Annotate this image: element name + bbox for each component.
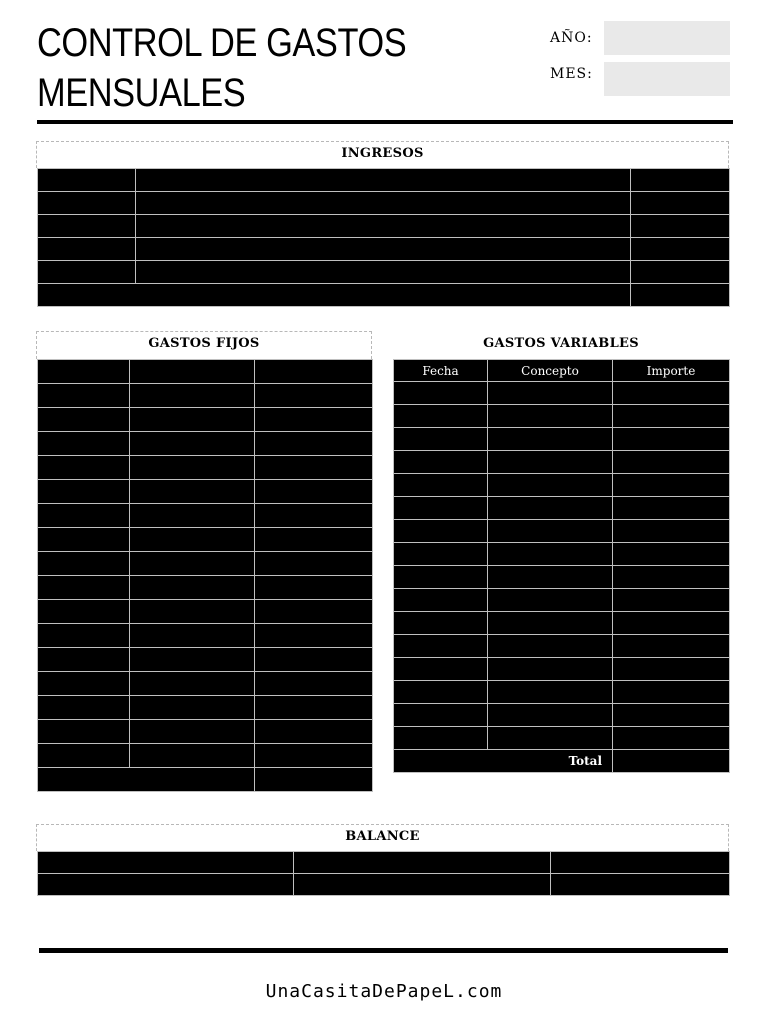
table-row bbox=[38, 720, 373, 744]
gasto-fijo-concept-cell[interactable] bbox=[130, 672, 255, 696]
gasto-variable-importe-cell[interactable] bbox=[613, 428, 730, 451]
balance-table bbox=[37, 851, 730, 896]
year-field[interactable] bbox=[604, 21, 730, 55]
balance-ingresos-cell[interactable] bbox=[38, 874, 294, 896]
gasto-fijo-concept-cell[interactable] bbox=[130, 600, 255, 624]
gasto-variable-fecha-cell[interactable] bbox=[394, 589, 488, 612]
gastos-fijos-header bbox=[36, 331, 372, 359]
gasto-variable-concepto-cell[interactable] bbox=[488, 497, 613, 520]
gasto-fijo-concept-cell[interactable] bbox=[130, 480, 255, 504]
gasto-fijo-amount-cell[interactable] bbox=[255, 720, 373, 744]
table-row bbox=[38, 360, 373, 384]
gasto-fijo-date-cell[interactable] bbox=[38, 480, 130, 504]
gasto-fijo-concept-cell[interactable] bbox=[130, 408, 255, 432]
month-field[interactable] bbox=[604, 62, 730, 96]
gasto-fijo-amount-cell[interactable] bbox=[255, 672, 373, 696]
gasto-variable-concepto-cell[interactable] bbox=[488, 520, 613, 543]
ingreso-concept-cell[interactable] bbox=[136, 238, 631, 261]
gasto-fijo-date-cell[interactable] bbox=[38, 696, 130, 720]
gastos-fijos-total-value-cell[interactable] bbox=[255, 768, 373, 792]
table-row bbox=[38, 504, 373, 528]
gasto-fijo-date-cell[interactable] bbox=[38, 744, 130, 768]
gasto-fijo-amount-cell[interactable] bbox=[255, 576, 373, 600]
gasto-variable-concepto-cell[interactable] bbox=[488, 681, 613, 704]
column-header-fecha: Fecha bbox=[394, 360, 488, 382]
balance-header bbox=[36, 824, 729, 851]
gasto-variable-concepto-cell[interactable] bbox=[488, 612, 613, 635]
gastos-variables-table bbox=[393, 359, 730, 773]
gasto-fijo-amount-cell[interactable] bbox=[255, 624, 373, 648]
ingreso-concept-cell[interactable] bbox=[136, 261, 631, 284]
table-row bbox=[38, 480, 373, 504]
gasto-fijo-amount-cell[interactable] bbox=[255, 648, 373, 672]
gasto-variable-importe-cell[interactable] bbox=[613, 520, 730, 543]
gasto-fijo-amount-cell[interactable] bbox=[255, 432, 373, 456]
table-row bbox=[38, 169, 730, 192]
table-row bbox=[394, 474, 730, 497]
gasto-fijo-amount-cell[interactable] bbox=[255, 408, 373, 432]
gasto-variable-fecha-cell[interactable] bbox=[394, 612, 488, 635]
gastos-fijos-table bbox=[37, 359, 373, 792]
gasto-variable-concepto-cell[interactable] bbox=[488, 589, 613, 612]
gastos-fijos-total-label-cell[interactable] bbox=[38, 768, 255, 792]
gastos-variables-total-value-cell[interactable] bbox=[613, 750, 730, 773]
gasto-fijo-date-cell[interactable] bbox=[38, 648, 130, 672]
gasto-variable-concepto-cell[interactable] bbox=[488, 428, 613, 451]
table-row bbox=[394, 589, 730, 612]
gasto-variable-importe-cell[interactable] bbox=[613, 704, 730, 727]
gasto-variable-importe-cell[interactable] bbox=[613, 635, 730, 658]
column-header-concepto: Concepto bbox=[488, 360, 613, 382]
gastos-fijos-total-row bbox=[38, 768, 373, 792]
gasto-fijo-concept-cell[interactable] bbox=[130, 576, 255, 600]
table-row bbox=[38, 456, 373, 480]
ingreso-concept-cell[interactable] bbox=[136, 192, 631, 215]
table-row bbox=[38, 238, 730, 261]
ingresos-title: INGRESOS bbox=[341, 146, 424, 161]
gasto-fijo-date-cell[interactable] bbox=[38, 600, 130, 624]
gasto-fijo-date-cell[interactable] bbox=[38, 384, 130, 408]
gasto-fijo-amount-cell[interactable] bbox=[255, 600, 373, 624]
table-row bbox=[38, 192, 730, 215]
page-title-line-2: MENSUALES bbox=[37, 71, 246, 115]
balance-result-cell[interactable] bbox=[551, 874, 730, 896]
ingreso-concept-cell[interactable] bbox=[136, 215, 631, 238]
gasto-variable-importe-cell[interactable] bbox=[613, 612, 730, 635]
ingreso-date-cell[interactable] bbox=[38, 261, 136, 284]
gasto-fijo-date-cell[interactable] bbox=[38, 672, 130, 696]
table-row bbox=[38, 432, 373, 456]
table-row bbox=[38, 261, 730, 284]
table-row bbox=[38, 624, 373, 648]
table-row bbox=[38, 648, 373, 672]
table-row bbox=[394, 451, 730, 474]
gasto-variable-fecha-cell[interactable] bbox=[394, 681, 488, 704]
gasto-variable-fecha-cell[interactable] bbox=[394, 451, 488, 474]
table-row bbox=[394, 681, 730, 704]
gasto-fijo-concept-cell[interactable] bbox=[130, 696, 255, 720]
gasto-variable-importe-cell[interactable] bbox=[613, 451, 730, 474]
ingresos-table bbox=[37, 168, 730, 307]
table-row bbox=[38, 672, 373, 696]
table-row bbox=[38, 528, 373, 552]
gasto-variable-fecha-cell[interactable] bbox=[394, 566, 488, 589]
gasto-variable-fecha-cell[interactable] bbox=[394, 520, 488, 543]
gasto-fijo-amount-cell[interactable] bbox=[255, 360, 373, 384]
gasto-variable-concepto-cell[interactable] bbox=[488, 658, 613, 681]
gasto-fijo-amount-cell[interactable] bbox=[255, 552, 373, 576]
ingresos-header bbox=[36, 141, 729, 168]
table-row bbox=[394, 428, 730, 451]
gasto-variable-concepto-cell[interactable] bbox=[488, 566, 613, 589]
balance-gastos-cell[interactable] bbox=[294, 852, 551, 874]
gasto-variable-fecha-cell[interactable] bbox=[394, 727, 488, 750]
gasto-fijo-concept-cell[interactable] bbox=[130, 456, 255, 480]
year-label: AÑO: bbox=[550, 30, 593, 46]
column-header-importe: Importe bbox=[613, 360, 730, 382]
table-row bbox=[394, 520, 730, 543]
gastos-variables-title: GASTOS VARIABLES bbox=[483, 336, 639, 351]
table-row bbox=[38, 552, 373, 576]
gasto-variable-fecha-cell[interactable] bbox=[394, 382, 488, 405]
gasto-variable-importe-cell[interactable] bbox=[613, 727, 730, 750]
gasto-fijo-concept-cell[interactable] bbox=[130, 648, 255, 672]
ingreso-amount-cell[interactable] bbox=[631, 169, 730, 192]
gasto-fijo-date-cell[interactable] bbox=[38, 456, 130, 480]
ingresos-total-row bbox=[38, 284, 730, 307]
gasto-fijo-date-cell[interactable] bbox=[38, 624, 130, 648]
gastos-variables-total-row bbox=[394, 750, 730, 773]
gasto-fijo-date-cell[interactable] bbox=[38, 720, 130, 744]
gasto-fijo-amount-cell[interactable] bbox=[255, 504, 373, 528]
gasto-fijo-amount-cell[interactable] bbox=[255, 528, 373, 552]
gasto-variable-importe-cell[interactable] bbox=[613, 474, 730, 497]
table-row bbox=[394, 704, 730, 727]
table-row bbox=[38, 408, 373, 432]
table-row bbox=[394, 658, 730, 681]
table-row bbox=[394, 612, 730, 635]
gasto-fijo-date-cell[interactable] bbox=[38, 552, 130, 576]
gasto-variable-importe-cell[interactable] bbox=[613, 497, 730, 520]
gastos-variables-header-row bbox=[394, 360, 730, 382]
table-row bbox=[394, 727, 730, 750]
table-row bbox=[394, 405, 730, 428]
table-row bbox=[38, 384, 373, 408]
gasto-variable-importe-cell[interactable] bbox=[613, 382, 730, 405]
gasto-variable-concepto-cell[interactable] bbox=[488, 405, 613, 428]
table-row bbox=[394, 497, 730, 520]
gasto-fijo-amount-cell[interactable] bbox=[255, 480, 373, 504]
ingreso-amount-cell[interactable] bbox=[631, 192, 730, 215]
ingreso-date-cell[interactable] bbox=[38, 238, 136, 261]
balance-gastos-cell[interactable] bbox=[294, 874, 551, 896]
gasto-variable-fecha-cell[interactable] bbox=[394, 405, 488, 428]
header-divider bbox=[37, 120, 733, 124]
footer-website: UnaCasitaDePapeL.com bbox=[265, 981, 503, 1002]
gasto-fijo-date-cell[interactable] bbox=[38, 432, 130, 456]
footer-divider bbox=[39, 948, 728, 953]
gasto-variable-fecha-cell[interactable] bbox=[394, 704, 488, 727]
gasto-fijo-date-cell[interactable] bbox=[38, 576, 130, 600]
gasto-fijo-concept-cell[interactable] bbox=[130, 360, 255, 384]
table-row bbox=[394, 635, 730, 658]
gasto-variable-fecha-cell[interactable] bbox=[394, 497, 488, 520]
ingreso-date-cell[interactable] bbox=[38, 192, 136, 215]
ingreso-date-cell[interactable] bbox=[38, 215, 136, 238]
table-row bbox=[38, 215, 730, 238]
gasto-variable-importe-cell[interactable] bbox=[613, 405, 730, 428]
gasto-fijo-concept-cell[interactable] bbox=[130, 744, 255, 768]
gasto-variable-concepto-cell[interactable] bbox=[488, 635, 613, 658]
ingresos-total-value-cell[interactable] bbox=[631, 284, 730, 307]
ingreso-amount-cell[interactable] bbox=[631, 215, 730, 238]
gasto-fijo-concept-cell[interactable] bbox=[130, 528, 255, 552]
table-row bbox=[38, 696, 373, 720]
gasto-fijo-date-cell[interactable] bbox=[38, 528, 130, 552]
gasto-fijo-concept-cell[interactable] bbox=[130, 504, 255, 528]
gasto-variable-fecha-cell[interactable] bbox=[394, 658, 488, 681]
table-row bbox=[38, 600, 373, 624]
gastos-fijos-title: GASTOS FIJOS bbox=[148, 336, 260, 351]
table-row bbox=[38, 874, 730, 896]
table-row bbox=[394, 382, 730, 405]
gasto-fijo-concept-cell[interactable] bbox=[130, 720, 255, 744]
gasto-variable-importe-cell[interactable] bbox=[613, 566, 730, 589]
gasto-variable-importe-cell[interactable] bbox=[613, 658, 730, 681]
gasto-variable-concepto-cell[interactable] bbox=[488, 543, 613, 566]
balance-ingresos-cell[interactable] bbox=[38, 852, 294, 874]
gasto-fijo-date-cell[interactable] bbox=[38, 360, 130, 384]
balance-result-cell[interactable] bbox=[551, 852, 730, 874]
total-label: Total bbox=[394, 750, 613, 773]
gasto-variable-concepto-cell[interactable] bbox=[488, 451, 613, 474]
page-title bbox=[37, 18, 406, 118]
table-row bbox=[394, 543, 730, 566]
gasto-fijo-date-cell[interactable] bbox=[38, 504, 130, 528]
gasto-fijo-date-cell[interactable] bbox=[38, 408, 130, 432]
gasto-variable-concepto-cell[interactable] bbox=[488, 727, 613, 750]
gasto-fijo-concept-cell[interactable] bbox=[130, 552, 255, 576]
gasto-fijo-amount-cell[interactable] bbox=[255, 744, 373, 768]
gasto-fijo-amount-cell[interactable] bbox=[255, 456, 373, 480]
ingreso-amount-cell[interactable] bbox=[631, 261, 730, 284]
ingreso-date-cell[interactable] bbox=[38, 169, 136, 192]
gasto-variable-fecha-cell[interactable] bbox=[394, 543, 488, 566]
table-row bbox=[38, 852, 730, 874]
gasto-fijo-amount-cell[interactable] bbox=[255, 696, 373, 720]
ingreso-concept-cell[interactable] bbox=[136, 169, 631, 192]
table-row bbox=[394, 566, 730, 589]
month-label: MES: bbox=[550, 66, 593, 82]
gasto-variable-importe-cell[interactable] bbox=[613, 589, 730, 612]
gasto-variable-fecha-cell[interactable] bbox=[394, 474, 488, 497]
gasto-fijo-concept-cell[interactable] bbox=[130, 432, 255, 456]
gasto-variable-importe-cell[interactable] bbox=[613, 681, 730, 704]
table-row bbox=[38, 744, 373, 768]
gasto-fijo-concept-cell[interactable] bbox=[130, 624, 255, 648]
gasto-variable-importe-cell[interactable] bbox=[613, 543, 730, 566]
balance-title: BALANCE bbox=[345, 829, 420, 844]
gasto-variable-concepto-cell[interactable] bbox=[488, 704, 613, 727]
gasto-variable-concepto-cell[interactable] bbox=[488, 382, 613, 405]
page-title-line-1: CONTROL DE GASTOS bbox=[37, 21, 407, 65]
gasto-fijo-concept-cell[interactable] bbox=[130, 384, 255, 408]
gasto-variable-concepto-cell[interactable] bbox=[488, 474, 613, 497]
gasto-fijo-amount-cell[interactable] bbox=[255, 384, 373, 408]
table-row bbox=[38, 576, 373, 600]
gasto-variable-fecha-cell[interactable] bbox=[394, 428, 488, 451]
ingreso-amount-cell[interactable] bbox=[631, 238, 730, 261]
ingresos-total-label-cell[interactable] bbox=[38, 284, 631, 307]
gasto-variable-fecha-cell[interactable] bbox=[394, 635, 488, 658]
